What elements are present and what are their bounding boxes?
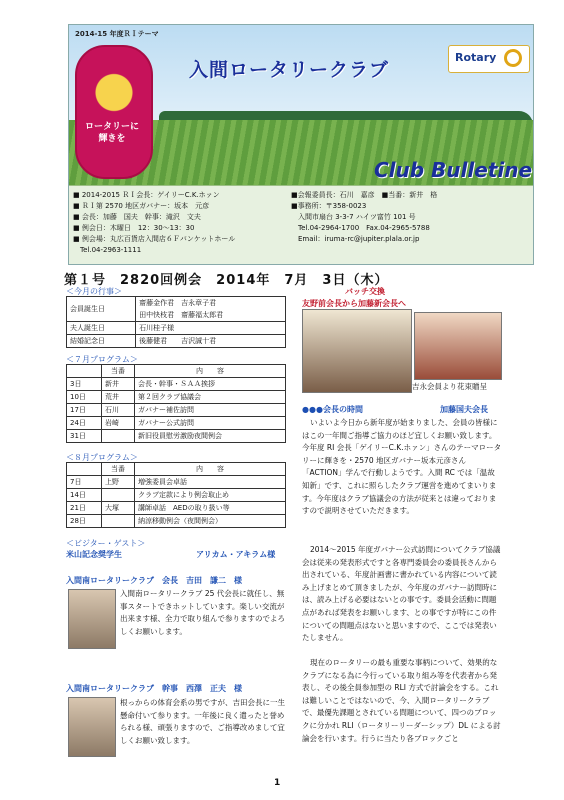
cell-date: 10日 xyxy=(67,391,102,404)
cell-duty: 上野 xyxy=(102,476,135,489)
cell-content: 第２回クラブ協議会 xyxy=(135,391,286,404)
table-header-row xyxy=(67,365,286,378)
table-cell: 石川桂子様 xyxy=(136,322,286,335)
month-events-heading: ＜今月の行事＞ xyxy=(66,287,122,296)
info-meeting-tel: Tel.04-2963-1111 xyxy=(73,246,142,254)
theme-year-label: 2014-15 年度ＲＩテーマ xyxy=(75,30,159,38)
club-info-left xyxy=(73,190,235,256)
column-header-date xyxy=(67,463,102,476)
table-cell-label: 夫人誕生日 xyxy=(67,322,136,335)
cell-date: 14日 xyxy=(67,489,102,502)
info-governor: ■ ＲＩ第 2570 地区ガバナー：坂本 元彦 xyxy=(73,202,210,210)
club-title: 入間ロータリークラブ xyxy=(189,59,390,81)
page-number: 1 xyxy=(274,778,281,788)
table-row xyxy=(67,489,286,502)
photo-caption: 吉永会員より花束贈呈 xyxy=(412,382,487,391)
baton-heading: バッチ交換 xyxy=(345,287,385,296)
visitor2-heading: 入間南ロータリークラブ 幹事 西澤 正夫 様 xyxy=(66,684,242,693)
president-time-heading: ●●●会長の時間 xyxy=(302,405,363,414)
august-program-table xyxy=(66,462,286,528)
table-row xyxy=(67,404,286,417)
table-cell: 齋藤金作君 吉永章子君 xyxy=(136,297,286,310)
flower-bouquet-photo xyxy=(414,312,502,380)
cell-content: クラブ定款により例会取止め xyxy=(135,489,286,502)
cell-duty: 石川 xyxy=(102,404,135,417)
cell-content: ガバナー補佐訪問 xyxy=(135,404,286,417)
table-header-row xyxy=(67,463,286,476)
info-tel-fax: Tel.04-2964-1700 Fax.04-2965-5788 xyxy=(291,224,430,232)
visitor1-heading: 入間南ロータリークラブ 会長 吉田 謙二 様 xyxy=(66,576,242,585)
table-row xyxy=(67,378,286,391)
column-header-date xyxy=(67,365,102,378)
month-events-table xyxy=(66,296,286,348)
august-program-heading: ＜８月プログラム＞ xyxy=(66,453,138,462)
table-cell: 後藤健君 吉沢誠十君 xyxy=(136,335,286,348)
issue-line: 第１号 2820回例会 2014年 7月 3日（木） xyxy=(64,273,389,288)
bulletin-title: Club Bulletine xyxy=(374,158,533,182)
cell-date: 17日 xyxy=(67,404,102,417)
cell-duty: 新井 xyxy=(102,378,135,391)
table-row xyxy=(67,322,286,335)
cell-date: 24日 xyxy=(67,417,102,430)
visitor1-photo xyxy=(68,589,116,649)
visitor2-text: 根っからの体育会系の男ですが、吉田会長に一生懸命付いて参ります。一年後に良く遣ったと誉められる様、頑張りますので、ご指導改めまして宜しくお願い致します。 xyxy=(120,698,285,745)
info-meeting-place: ■ 例会場：丸広百貨店入間店６Ｆバンケットホール xyxy=(73,235,236,243)
table-row xyxy=(67,502,286,515)
lantern-text-line1: ロータリーに xyxy=(84,122,139,132)
lantern-text xyxy=(81,121,143,145)
visitor2-photo xyxy=(68,697,116,757)
lantern-theme-logo xyxy=(75,45,153,179)
cell-duty xyxy=(102,489,135,502)
cell-content: ガバナー公式訪問 xyxy=(135,417,286,430)
info-email: Email：iruma-rc@jupiter.plala.or.jp xyxy=(291,235,420,243)
baton-subheading: 友野前会長から加藤新会長へ xyxy=(302,299,406,308)
table-row xyxy=(67,297,286,310)
president-name: 加藤国夫会長 xyxy=(440,405,488,414)
cell-duty xyxy=(102,430,135,443)
cell-date: 31日 xyxy=(67,430,102,443)
info-meeting-day: ■ 例会日：木曜日 12：30～13：30 xyxy=(73,224,195,232)
column-header-content: 内 容 xyxy=(135,463,286,476)
july-program-table xyxy=(66,364,286,443)
president-paragraph-2: 2014～2015 年度ガバナー公式訪問についてクラブ協議会は従来の発表形式ですと各専門委員会の委員長さんから出されている、年度計画書に書かれている内容について読み上げまとめて頂きましたが、今年度のガバナー訪問時には、読み上げる必要はないとの事です。委員会活動に問題点があれば発表をお願いします、との事ですが特にこの件についての問題点はないと思いますので、ここでは発表いたしません。 xyxy=(302,545,501,643)
info-editor: ■会報委員長：石川 嘉彦 ■当番：新井 格 xyxy=(291,191,438,199)
table-cell-label: 会員誕生日 xyxy=(67,297,136,322)
cell-content: 増強委員会卓話 xyxy=(135,476,286,489)
table-row xyxy=(67,515,286,528)
cell-content: 会長・幹事・ＳＡＡ挨拶 xyxy=(135,378,286,391)
column-header-content: 内 容 xyxy=(135,365,286,378)
masthead xyxy=(68,24,534,265)
rotary-wheel-icon xyxy=(504,49,522,67)
cell-content: 納涼移動例会（夜間例会） xyxy=(135,515,286,528)
rotary-logo-text: Rotary xyxy=(455,51,497,64)
cell-date: 21日 xyxy=(67,502,102,515)
table-row xyxy=(67,430,286,443)
cell-content: 講師卓話 AEDの取り扱い等 xyxy=(135,502,286,515)
column-header-duty: 当番 xyxy=(102,463,135,476)
info-officers: ■ 会長：加藤 国夫 幹事：滝沢 文夫 xyxy=(73,213,201,221)
baton-exchange-photo xyxy=(302,309,412,393)
cell-duty xyxy=(102,515,135,528)
cell-date: 28日 xyxy=(67,515,102,528)
club-info-right xyxy=(291,190,437,245)
visitors-heading: ＜ビジター・ゲスト＞ xyxy=(66,539,146,548)
info-address: 入間市扇台 3-3-7 ハイツ富竹 101 号 xyxy=(291,213,416,221)
lantern-text-line2: 輝きを xyxy=(98,134,126,144)
table-cell-label: 結婚記念日 xyxy=(67,335,136,348)
cell-date: 3日 xyxy=(67,378,102,391)
rotary-logo xyxy=(448,45,530,73)
info-ri-president: ■ 2014-2015 ＲＩ会長：ゲイリーC.K.ホァン xyxy=(73,191,220,199)
table-row xyxy=(67,476,286,489)
scholar-name: アリカム・アキラム様 xyxy=(196,550,276,559)
cell-duty: 岩崎 xyxy=(102,417,135,430)
table-cell: 田中快枝君 齋藤福太郎君 xyxy=(136,309,286,322)
july-program-heading: ＜７月プログラム＞ xyxy=(66,355,138,364)
cell-date: 7日 xyxy=(67,476,102,489)
president-paragraph-3: 現在のロータリーの最も重要な事柄について、効果的なクラブになる為に今行っている取り組み等を代表者から発表し、その後全員参加型の RLI 方式で討論会をする。これは難しいことではないので、今、入間ロータリークラブで、最優先課題とされている問題について、四つのブロックに分かれ RLI（ロータリーリーダーシップ）DL による討論会を行います。行うに当たり各ブロックごと xyxy=(302,658,501,743)
president-paragraph-1: いよいよ今日から新年度が始まりました、会員の皆様にはこの一年間ご指導ご協力のほど宜しくお願い致します。今年度 RI 会長「ゲイリーC.K.ホァン」さんのテーマロータリーに輝きを・2570 地区ガバナー坂本元彦さん「ACTION」学んで行動しようです。入間 RC では「温故知新」です、これに照らしたクラブ運営を進めてまいります。今年度はクラブ協議会の方法が従来とは違っておりますので説明させていただきます。 xyxy=(302,418,502,516)
cell-duty: 大塚 xyxy=(102,502,135,515)
visitor1-text: 入間南ロータリークラブ 25 代会長に就任し、無事スタートできホットしています。楽しい交流が出来ます様、全力で取り組んで参りますのでよろしくお願いします。 xyxy=(120,589,285,636)
table-row xyxy=(67,335,286,348)
cell-content: 新旧役員慰労激励夜間例会 xyxy=(135,430,286,443)
table-row xyxy=(67,391,286,404)
table-row xyxy=(67,417,286,430)
scholar-label: 米山記念奨学生 xyxy=(66,550,122,559)
column-header-duty: 当番 xyxy=(102,365,135,378)
club-info-band xyxy=(69,185,533,265)
cell-duty: 荒井 xyxy=(102,391,135,404)
info-office: ■事務所：〒358-0023 xyxy=(291,202,367,210)
